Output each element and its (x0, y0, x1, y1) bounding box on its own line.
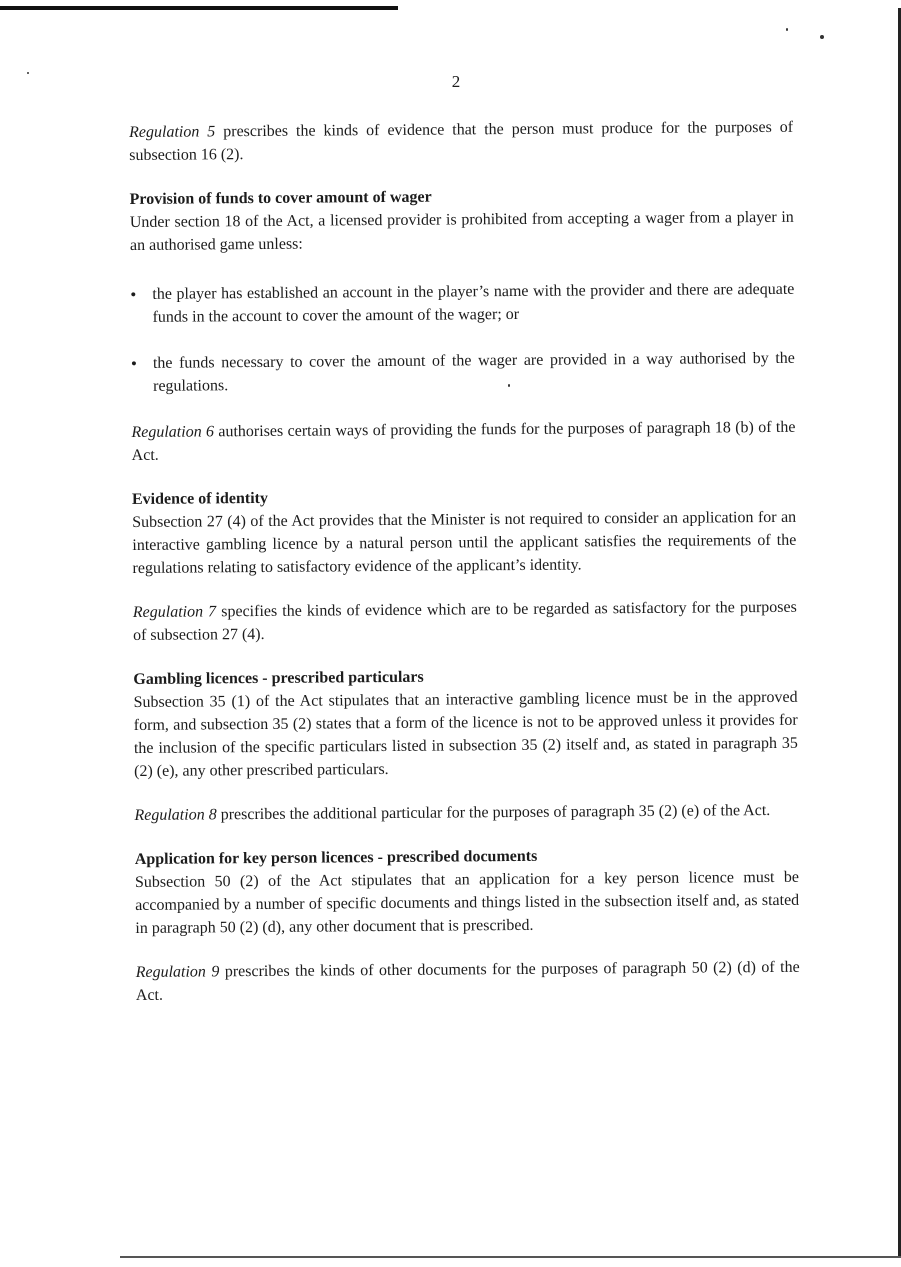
page-number: 2 (451, 72, 461, 91)
paragraph-text: Subsection 50 (2) of the Act stipulates that an application for a key person licence must be accompanied by a number of specific documents and things listed in the subsection itself and, as stated in paragraph 50 (2) (d), any other document that is prescribed. (134, 868, 800, 937)
paragraph-text: prescribes the additional particular for the purposes of paragraph 35 (2) (e) of the Act. (216, 801, 771, 824)
section-key-person-licences (135, 843, 800, 940)
paragraph-text: Subsection 27 (4) of the Act provides that the Minister is not required to consider an application for an interactive gambling licence by a natural person until the applicant satisfies the requirements of the regulations relating to satisfactory evidence of the applicant’s identity. (132, 508, 797, 577)
paragraph-text: authorises certain ways of providing the funds for the purposes of paragraph 18 (b) of the Act. (131, 418, 796, 464)
paragraph-regulation-7 (133, 596, 797, 647)
scan-speck (786, 28, 788, 31)
bullet-list (130, 278, 795, 398)
bullet-item: • the player has established an account in the player’s name with the provider and there are adequate funds in the account to cover the amount of the wager; or (130, 278, 794, 329)
paragraph-text: prescribes the kinds of evidence that the person must produce for the purposes of subsection 16 (2). (129, 118, 794, 164)
scan-edge-bottom (120, 1256, 901, 1258)
document-body (129, 116, 800, 1028)
bullet-item: • the funds necessary to cover the amount of the wager are provided in a way authorised by the regulations. (131, 347, 795, 398)
section-heading: Gambling licences - prescribed particulars (133, 668, 424, 688)
paragraph-regulation-5 (129, 116, 793, 167)
paragraph-text: Subsection 35 (1) of the Act stipulates that an interactive gambling licence must be in the approved form, and subsection 35 (2) states that a form of the licence is not to be approved unless it provides for the inclusion of the specific particulars listed in subsection 35 (2) itself and, as stated in paragraph 35 (2) (e), any other prescribed particulars. (133, 688, 798, 780)
regulation-ref: Regulation 5 (129, 123, 216, 141)
paragraph-regulation-6 (131, 416, 795, 467)
paragraph-regulation-9 (136, 956, 800, 1007)
scan-edge-top (0, 6, 398, 10)
paragraph-text: prescribes the kinds of other documents for the purposes of paragraph 50 (2) (d) of the Act. (135, 958, 800, 1004)
section-evidence-of-identity (132, 483, 797, 580)
section-gambling-licences (133, 663, 798, 783)
paragraph-text: Under section 18 of the Act, a licensed provider is prohibited from accepting a wager from a player in an authorised game unless: (129, 208, 794, 254)
regulation-ref: Regulation 7 (132, 603, 217, 621)
regulation-ref: Regulation 8 (134, 806, 217, 824)
section-heading: Evidence of identity (131, 489, 269, 508)
scan-speck (820, 35, 824, 39)
section-provision-of-funds (130, 183, 796, 398)
regulation-ref: Regulation 6 (131, 423, 215, 441)
regulation-ref: Regulation 9 (135, 963, 220, 981)
paragraph-text: specifies the kinds of evidence which are to be regarded as satisfactory for the purposes of subsection 27 (4). (132, 598, 797, 644)
section-heading: Provision of funds to cover amount of wager (129, 188, 432, 208)
paragraph-regulation-8 (134, 799, 798, 827)
section-heading: Application for key person licences - prescribed documents (134, 847, 538, 868)
